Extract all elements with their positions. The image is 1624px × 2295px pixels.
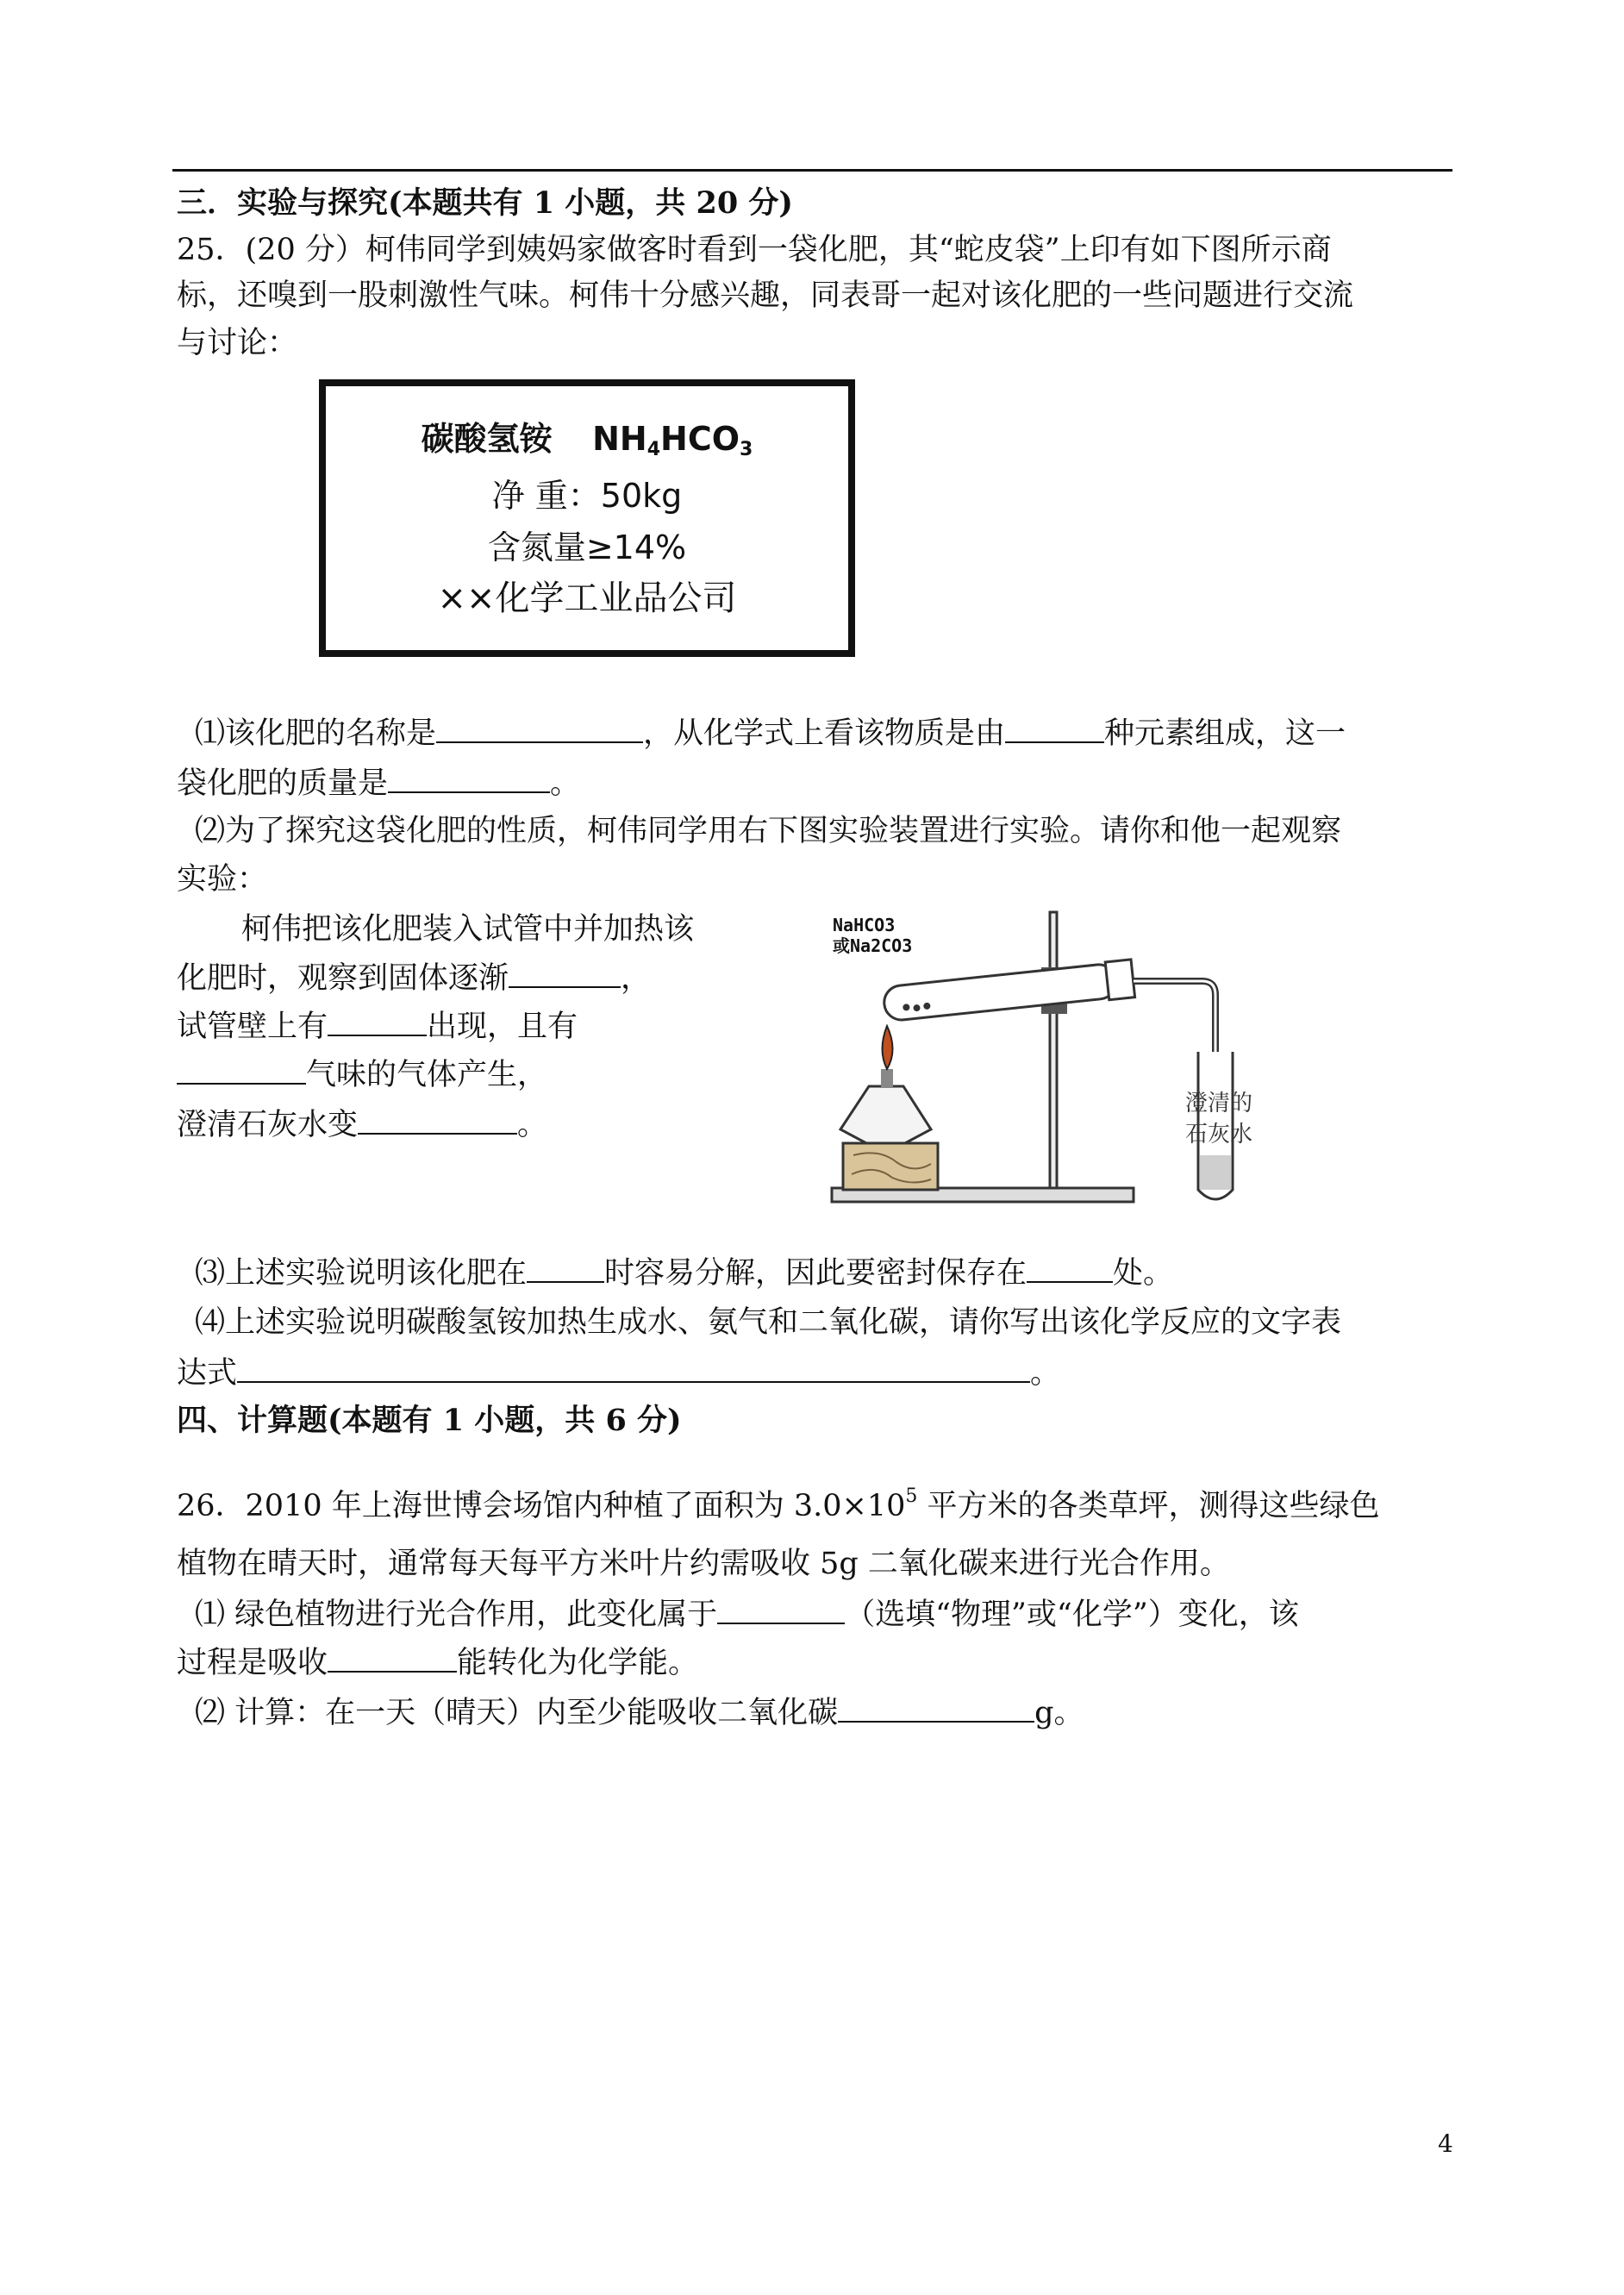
q26-part1-line1: ⑴ 绿色植物进行光合作用，此变化属于 （选填“物理”或“化学”）变化，该	[195, 1593, 1299, 1635]
answer-blank[interactable]	[237, 1352, 1030, 1383]
label-name: 碳酸氢铵	[421, 420, 553, 458]
q26-part1-line2: 过程是吸收 能转化为化学能。	[177, 1642, 698, 1684]
top-rule	[172, 169, 1452, 172]
q25-part3: ⑶上述实验说明该化肥在 时容易分解，因此要密封保存在 处。	[195, 1252, 1173, 1294]
q25-part2-line6: 气味的气体产生，	[177, 1054, 547, 1096]
q25-part1-line2: 袋化肥的质量是 。	[177, 762, 580, 804]
label-title	[326, 412, 848, 460]
answer-blank[interactable]	[358, 1104, 517, 1135]
q26-line1: 26．2010 年上海世博会场馆内种植了面积为 $3.0\times 10^5$ 平方米的各类草坪，测得这些绿色	[177, 1485, 1380, 1523]
section4-heading: 四、计算题(本题有 1 小题，共 6 分)	[177, 1403, 682, 1438]
answer-blank[interactable]	[717, 1593, 845, 1624]
answer-blank[interactable]	[436, 712, 643, 743]
q25-part2-line4: 化肥时，观察到固体逐渐 ，	[177, 957, 651, 999]
answer-blank[interactable]	[388, 762, 550, 793]
label-formula: $NH_4HCO_3$	[592, 420, 753, 460]
q25-intro-3: 与讨论：	[177, 326, 298, 360]
apparatus-label-limewater-2: 石灰水	[1185, 1122, 1253, 1148]
q25-part2-line3: 柯伟把该化肥装入试管中并加热该	[241, 912, 695, 947]
alcohol-lamp	[840, 1086, 931, 1143]
flame-icon	[883, 1026, 893, 1069]
answer-blank[interactable]	[328, 1005, 427, 1036]
q25-part2-line5: 试管壁上有 出现，且有	[177, 1005, 578, 1047]
answer-blank[interactable]	[1005, 712, 1104, 743]
iron-stand-rod	[1050, 912, 1057, 1188]
label-weight: 净 重：50kg	[491, 477, 683, 515]
test-tube	[883, 960, 1135, 1023]
limewater	[1200, 1155, 1231, 1190]
answer-blank[interactable]	[1027, 1252, 1113, 1283]
apparatus-label-limewater-1: 澄清的	[1185, 1091, 1253, 1116]
section3-heading: 三．实验与探究(本题共有 1 小题，共 20 分)	[177, 185, 793, 221]
lamp-wick	[881, 1069, 893, 1088]
label-nitrogen: 含氮量≥14%	[487, 528, 687, 566]
answer-blank[interactable]	[177, 1054, 306, 1085]
q25-intro-2: 标，还嗅到一股刺激性气味。柯伟十分感兴趣，同表哥一起对该化肥的一些问题进行交流	[177, 278, 1354, 313]
q25-intro-1: 25．(20 分）柯伟同学到姨妈家做客时看到一袋化肥，其“蛇皮袋”上印有如下图所示商	[177, 233, 1332, 267]
answer-blank[interactable]	[328, 1642, 457, 1673]
q25-part2-line1: ⑵为了探究这袋化肥的性质，柯伟同学用右下图实验装置进行实验。请你和他一起观察	[195, 814, 1342, 848]
q25-part4-line2: 达式 。	[177, 1352, 1060, 1394]
q25-part2-line2: 实验：	[177, 862, 268, 897]
answer-blank[interactable]	[527, 1252, 604, 1283]
stopper	[1105, 960, 1134, 1000]
answer-blank[interactable]	[509, 957, 621, 988]
q25-part4-line1: ⑷上述实验说明碳酸氢铵加热生成水、氨气和二氧化碳，请你写出该化学反应的文字表	[195, 1305, 1342, 1340]
q26-part2: ⑵ 计算：在一天（晴天）内至少能吸收二氧化碳 g。	[195, 1692, 1084, 1734]
label-company: ××化学工业品公司	[437, 578, 737, 618]
fertilizer-label	[319, 379, 855, 657]
apparatus-label-reagent-2: 或Na2CO3	[833, 935, 913, 956]
q25-part1-line1: ⑴该化肥的名称是 ，从化学式上看该物质是由 种元素组成，这一	[195, 712, 1346, 754]
q25-part2-line7: 澄清石灰水变 。	[177, 1104, 547, 1146]
answer-blank[interactable]	[838, 1692, 1034, 1723]
q26-line2: 植物在晴天时，通常每天每平方米叶片约需吸收 5g 二氧化碳来进行光合作用。	[177, 1547, 1230, 1581]
heating-apparatus-diagram	[819, 905, 1267, 1220]
page-number: 4	[1438, 2129, 1453, 2158]
apparatus-label-reagent-1: NaHCO3	[833, 915, 896, 935]
